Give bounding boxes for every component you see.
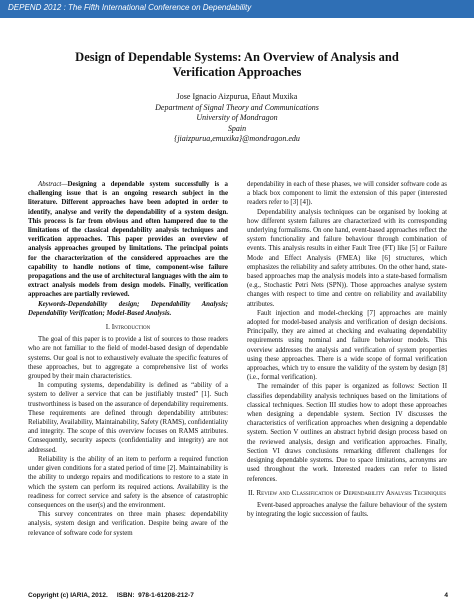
section-heading-introduction: I. Introduction — [105, 323, 151, 332]
abstract-lead: Abstract— — [38, 181, 68, 188]
paragraph: Fault injection and model-checking [7] approaches are mainly adopted for model-based analysis and verification of design decisions. Principally, they are aimed at checking and evaluating dependability requirements using nominal and failure behaviour models. This overview addresses the analysis and verification of system properties using these approaches. There is a wide scope of formal verification approaches, which try to ensure the validity of the system by design [8] (i.e., formal verification). — [247, 309, 447, 382]
paragraph: Event-based approaches analyse the failure behaviour of the system by integrating the logic succession of faults. — [247, 501, 447, 519]
university: University of Mondragon — [196, 113, 278, 122]
page-footer — [28, 592, 448, 599]
right-column — [247, 180, 447, 519]
department: Department of Signal Theory and Communications — [155, 102, 319, 112]
copyright-isbn: Copyright (c) IARIA, 2012. ISBN: 978-1-61208-212-7 — [28, 592, 194, 599]
conference-name: DEPEND 2012 : The Fifth International Conference on Dependability — [8, 3, 252, 12]
paragraph: In computing systems, dependability is defined as “ability of a system to deliver a service that can be justifiably trusted” [1]. Such trustworthiness is based on the assurance of dependability requirements. These requirements are defined through dependability attributes: Reliability, Availability, Maintainability, Safety (RAMS), confidentiality and integrity. The scope of this overview focuses on RAMS attributes. Consequently, security aspects (confidentiality and integrity) are not addressed. — [28, 382, 228, 454]
country: Spain — [227, 123, 247, 133]
abstract — [28, 180, 228, 300]
paragraph: dependability in each of these phases, we will consider software code as a black box component to limit the extension of this paper (interested readers refer to [3] [4]). — [247, 181, 447, 207]
section-heading-review: II. Review and Classification of Dependability Analysis Techniques — [247, 488, 447, 497]
keywords: Keywords-Dependability design; Dependability Analysis; Dependability Verification; Model-Based Analysis. — [28, 300, 228, 317]
paragraph: Reliability is the ability of an item to perform a required function under given conditions for a stated period of time [2]. Maintainability is the ability to undergo repairs and modifications to restore to a state in which the system can perform its required actions. Availability is the readiness for correct service and safety is the absence of catastrophic consequences on the user(s) and the environment. — [28, 455, 228, 509]
paragraph: The goal of this paper is to provide a list of sources to those readers who are not familiar to the field of model-based design of dependable systems. Our goal is not to exhaustively evaluate the specific features of these approaches, but to aggregate a comprehensive list of works grouped by their main characteristics. — [28, 336, 228, 381]
paper-title: Design of Dependable Systems: An Overview of Analysis and Verification Approaches — [75, 50, 399, 79]
author-email[interactable]: {jiaizpurua,emuxika}@mondragon.edu — [174, 134, 300, 143]
author-names: Jose Ignacio Aizpurua, Eñaut Muxika — [176, 92, 298, 101]
conference-header — [0, 0, 474, 18]
paragraph: Dependability analysis techniques can be organised by looking at how different system failures are characterized with its corresponding underlying formalisms. On one hand, event-based approaches reflect the system functionality and failure behaviour through combination of events. This analysis results in either Fault Tree (FT) like [5] or Failure Mode and Effect Analysis (FMEA) like [6] structures, which emphasizes the reliability and safety attributes. On the other hand, state-based approaches map the analysis models into a state-based formalism (e.g., Stochastic Petri Nets (SPN)). Those approaches analyse system changes with respect to time and centre on reliability and availability attributes. — [247, 208, 447, 308]
paragraph: This survey concentrates on three main phases: dependability analysis, system design and verification. Despite being aware of the relevance of software code for system — [28, 511, 228, 537]
author-block — [90, 92, 384, 145]
page-number: 4 — [444, 592, 448, 599]
paragraph: The remainder of this paper is organized as follows: Section II classifies dependability analysis techniques based on the limitations of classical techniques. Section III studies how to adopt these approaches when designing a dependable system. Section IV discusses the characteristics of verification approaches when designing a dependable system. Section V outlines an abstract hybrid design process based on the reviewed analysis, design and verification approaches. Finally, Section VI draws conclusions remarking different challenges for designing dependable systems. Due to space limitations, acronyms are used throughout the work. Interested readers can refer to listed references. — [247, 383, 447, 483]
abstract-text: Designing a dependable system successfully is a challenging issue that is an ongoing research subject in the literature. Different approaches have been adopted in order to identify, analyse and verify the dependability of a system design. This process is far from obvious and often hampered due to the limitations of the classical dependability analysis techniques and verification approaches. This paper provides an overview of analysis approaches grouped by limitations. The principal points for the characterization of the considered approaches are the capability to handle notions of time, component-wise failure propagations and the use of architectural languages with the aim to extract analysis models from design models. Finally, verification approaches are partially reviewed. — [28, 181, 228, 299]
left-column — [28, 180, 228, 538]
